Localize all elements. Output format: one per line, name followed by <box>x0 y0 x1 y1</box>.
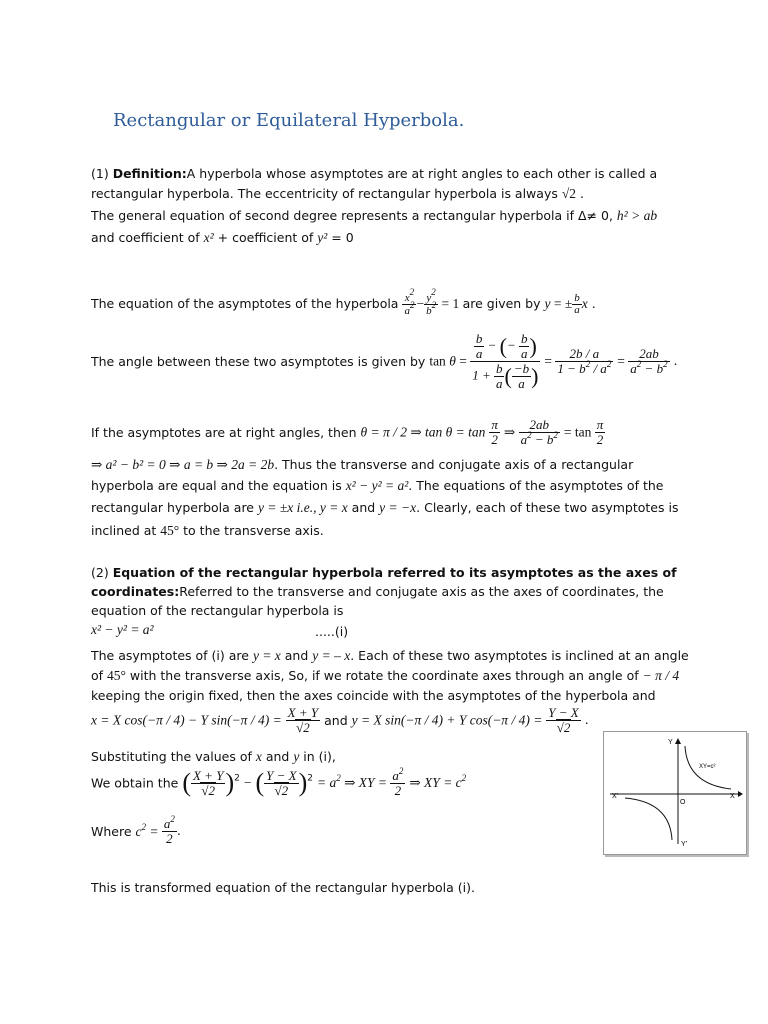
definition-line-1 <box>91 166 657 181</box>
x-prime-label: X' <box>612 793 619 800</box>
x-label: X <box>730 793 735 800</box>
y-prime-label: Y' <box>681 841 688 848</box>
y-arrow-icon <box>675 738 681 744</box>
section-number: (1) <box>91 166 113 181</box>
equal-axes-line: hyperbola are equal and the equation is x² − y² = a². The equations of the asymptotes of the <box>91 478 664 493</box>
definition-text: A hyperbola whose asymptotes are at right angles to each other is called a <box>186 166 658 181</box>
section2-line-3: equation of the rectangular hyperbola is <box>91 603 344 618</box>
origin-fixed-line: keeping the origin fixed, then the axes coincide with the asymptotes of the hyperbola and <box>91 688 656 703</box>
sqrt-2: √2 <box>561 186 576 201</box>
asymptote-equations-line: rectangular hyperbola are y = ±x i.e., y = x and y = −x. Clearly, each of these two asymptotes is <box>91 500 679 515</box>
substituting-line: Substituting the values of x and y in (i), <box>91 749 336 764</box>
right-angle-line: If the asymptotes are at right angles, then θ = π / 2 ⇒ tan θ = tan $\frac{\pi}{2}$ ⇒ $\frac{2ab}{a^2 - b^2}$ = tan $\frac{\pi}{2}$ <box>91 417 604 447</box>
graph-svg <box>604 732 746 854</box>
y-label: Y <box>668 739 673 746</box>
coefficient-line: and coefficient of x² + coefficient of y² = 0 <box>91 230 354 245</box>
rotation-line: of 45° with the transverse axis, So, if we rotate the coordinate axes through an angle of − π / 4 <box>91 668 680 683</box>
x-arrow-icon <box>738 791 743 797</box>
general-equation-line: The general equation of second degree represents a rectangular hyperbola if Δ≠ 0, h² > ab <box>91 208 658 223</box>
transformed-equation-line: This is transformed equation of the rectangular hyperbola (i). <box>91 880 475 895</box>
page-title: Rectangular or Equilateral Hyperbola. <box>113 110 465 131</box>
hyperbola-graph <box>603 731 747 855</box>
a-equals-b-line: ⇒ a² − b² = 0 ⇒ a = b ⇒ 2a = 2b. Thus the transverse and conjugate axis of a rectangular <box>91 457 634 472</box>
where-line: Where $c^2$ = $\frac{a^2}{2}$ . <box>91 814 181 846</box>
section2-heading-line-2: coordinates:Referred to the transverse and conjugate axis as the axes of coordinates, the <box>91 584 664 599</box>
angle-formula-line: The angle between these two asymptotes is given by tan θ = $\frac{b}{a}$ − (− $\frac{b}{a}$ ) 1 + $\frac{b}{a}$ ( $\frac{-b}{a}$ ) = $\frac{2b / a}{1 - b^2 / a^2}$ = $\frac{2ab}{a^2 - b^2}$ . <box>91 331 678 391</box>
asymptote-equation-line: The equation of the asymptotes of the hyperbola $\frac{x^2}{a^2}$ − $\frac{y^2}{b^2}$ = 1 are given by y = ± $\frac{b}{a}$ x . <box>91 287 596 317</box>
curve-equation-label: XY=c² <box>699 764 716 770</box>
hyperbola-equation: x² − y² = a² <box>91 622 154 637</box>
definition-line-2: rectangular hyperbola. The eccentricity of rectangular hyperbola is always √2 . <box>91 186 584 201</box>
inclined-line: inclined at 45° to the transverse axis. <box>91 523 324 538</box>
section2-heading-line-1: (2) Equation of the rectangular hyperbola referred to its asymptotes as the axes of <box>91 565 677 580</box>
asymptotes-of-i-line: The asymptotes of (i) are y = x and y = – x. Each of these two asymptotes is inclined at an angle <box>91 648 689 663</box>
equation-number: .....(i) <box>315 624 349 639</box>
hyperbola-branch-lower <box>625 798 672 840</box>
origin-label: O <box>680 799 686 806</box>
obtain-formula-line: We obtain the ( $\frac{X + Y}{√2}$ )$^2$ − ( $\frac{Y - X}{√2}$ )$^2 = a^2$ ⇒ XY = $\frac{a^2}{2}$ ⇒ XY = $c^2$ <box>91 765 467 798</box>
rotation-formula-line: x = X cos(−π / 4) − Y sin(−π / 4) = $\frac{X + Y}{√2}$ and y = X sin(−π / 4) + Y cos(−π / 4) = $\frac{Y - X}{√2}$ . <box>91 705 589 735</box>
definition-heading: Definition: <box>112 166 187 181</box>
